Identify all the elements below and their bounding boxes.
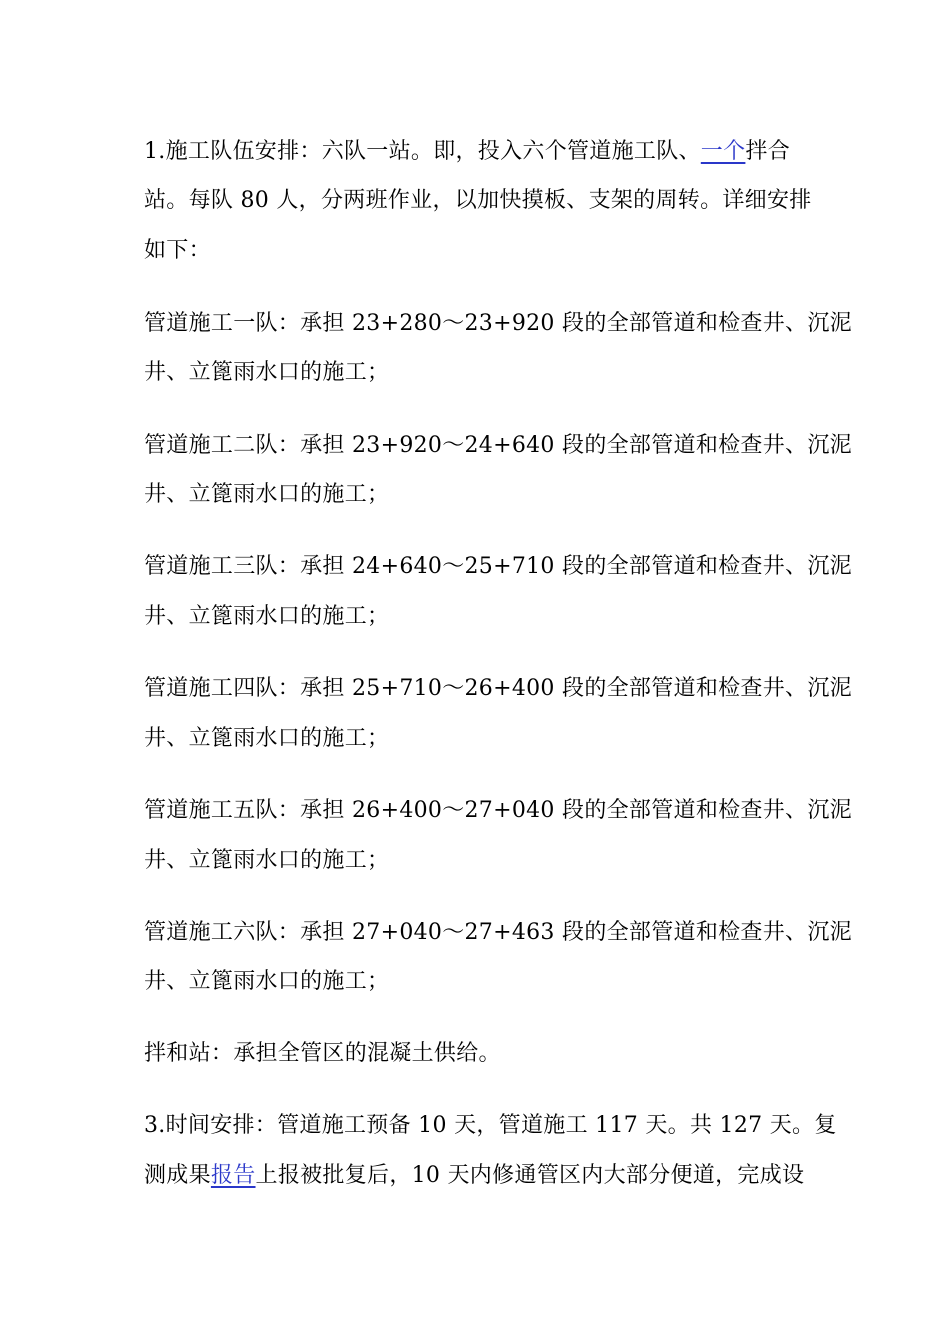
paragraph-3-line-2 xyxy=(144,1161,804,1191)
team-3-line-1: 管道施工三队：承担 24+640～25+710 段的全部管道和检查井、沉泥 xyxy=(144,554,852,579)
team-1-line-1: 管道施工一队：承担 23+280～23+920 段的全部管道和检查井、沉泥 xyxy=(144,311,852,336)
paragraph-3-text: 测成果 xyxy=(144,1163,211,1188)
team-3-line-2: 井、立篦雨水口的施工； xyxy=(144,604,390,629)
team-5-line-1: 管道施工五队：承担 26+400～27+040 段的全部管道和检查井、沉泥 xyxy=(144,798,852,823)
paragraph-3-text-end: 上报被批复后，10 天内修通管区内大部分便道，完成设 xyxy=(255,1163,805,1188)
team-6-line-2: 井、立篦雨水口的施工； xyxy=(144,969,390,994)
mixing-station-line: 拌和站：承担全管区的混凝土供给。 xyxy=(144,1041,501,1066)
paragraph-1-text-end: 拌合 xyxy=(745,139,791,164)
paragraph-1-line-3: 如下： xyxy=(144,238,211,263)
team-4-line-2: 井、立篦雨水口的施工； xyxy=(144,726,390,751)
team-6-line-1: 管道施工六队：承担 27+040～27+463 段的全部管道和检查井、沉泥 xyxy=(144,920,852,945)
paragraph-1-line-2: 站。每队 80 人，分两班作业，以加快摸板、支架的周转。详细安排 xyxy=(144,188,812,213)
paragraph-1-line-1 xyxy=(144,137,790,167)
link-yige[interactable]: 一个 xyxy=(700,139,746,164)
team-2-line-1: 管道施工二队：承担 23+920～24+640 段的全部管道和检查井、沉泥 xyxy=(144,433,852,458)
link-baogao[interactable]: 报告 xyxy=(210,1163,256,1188)
team-5-line-2: 井、立篦雨水口的施工； xyxy=(144,848,390,873)
team-4-line-1: 管道施工四队：承担 25+710～26+400 段的全部管道和检查井、沉泥 xyxy=(144,676,852,701)
team-1-line-2: 井、立篦雨水口的施工； xyxy=(144,360,390,385)
paragraph-3-line-1: 3.时间安排：管道施工预备 10 天，管道施工 117 天。共 127 天。复 xyxy=(144,1113,837,1138)
paragraph-1-text: 1.施工队伍安排：六队一站。即，投入六个管道施工队、 xyxy=(144,139,701,164)
team-2-line-2: 井、立篦雨水口的施工； xyxy=(144,482,390,507)
